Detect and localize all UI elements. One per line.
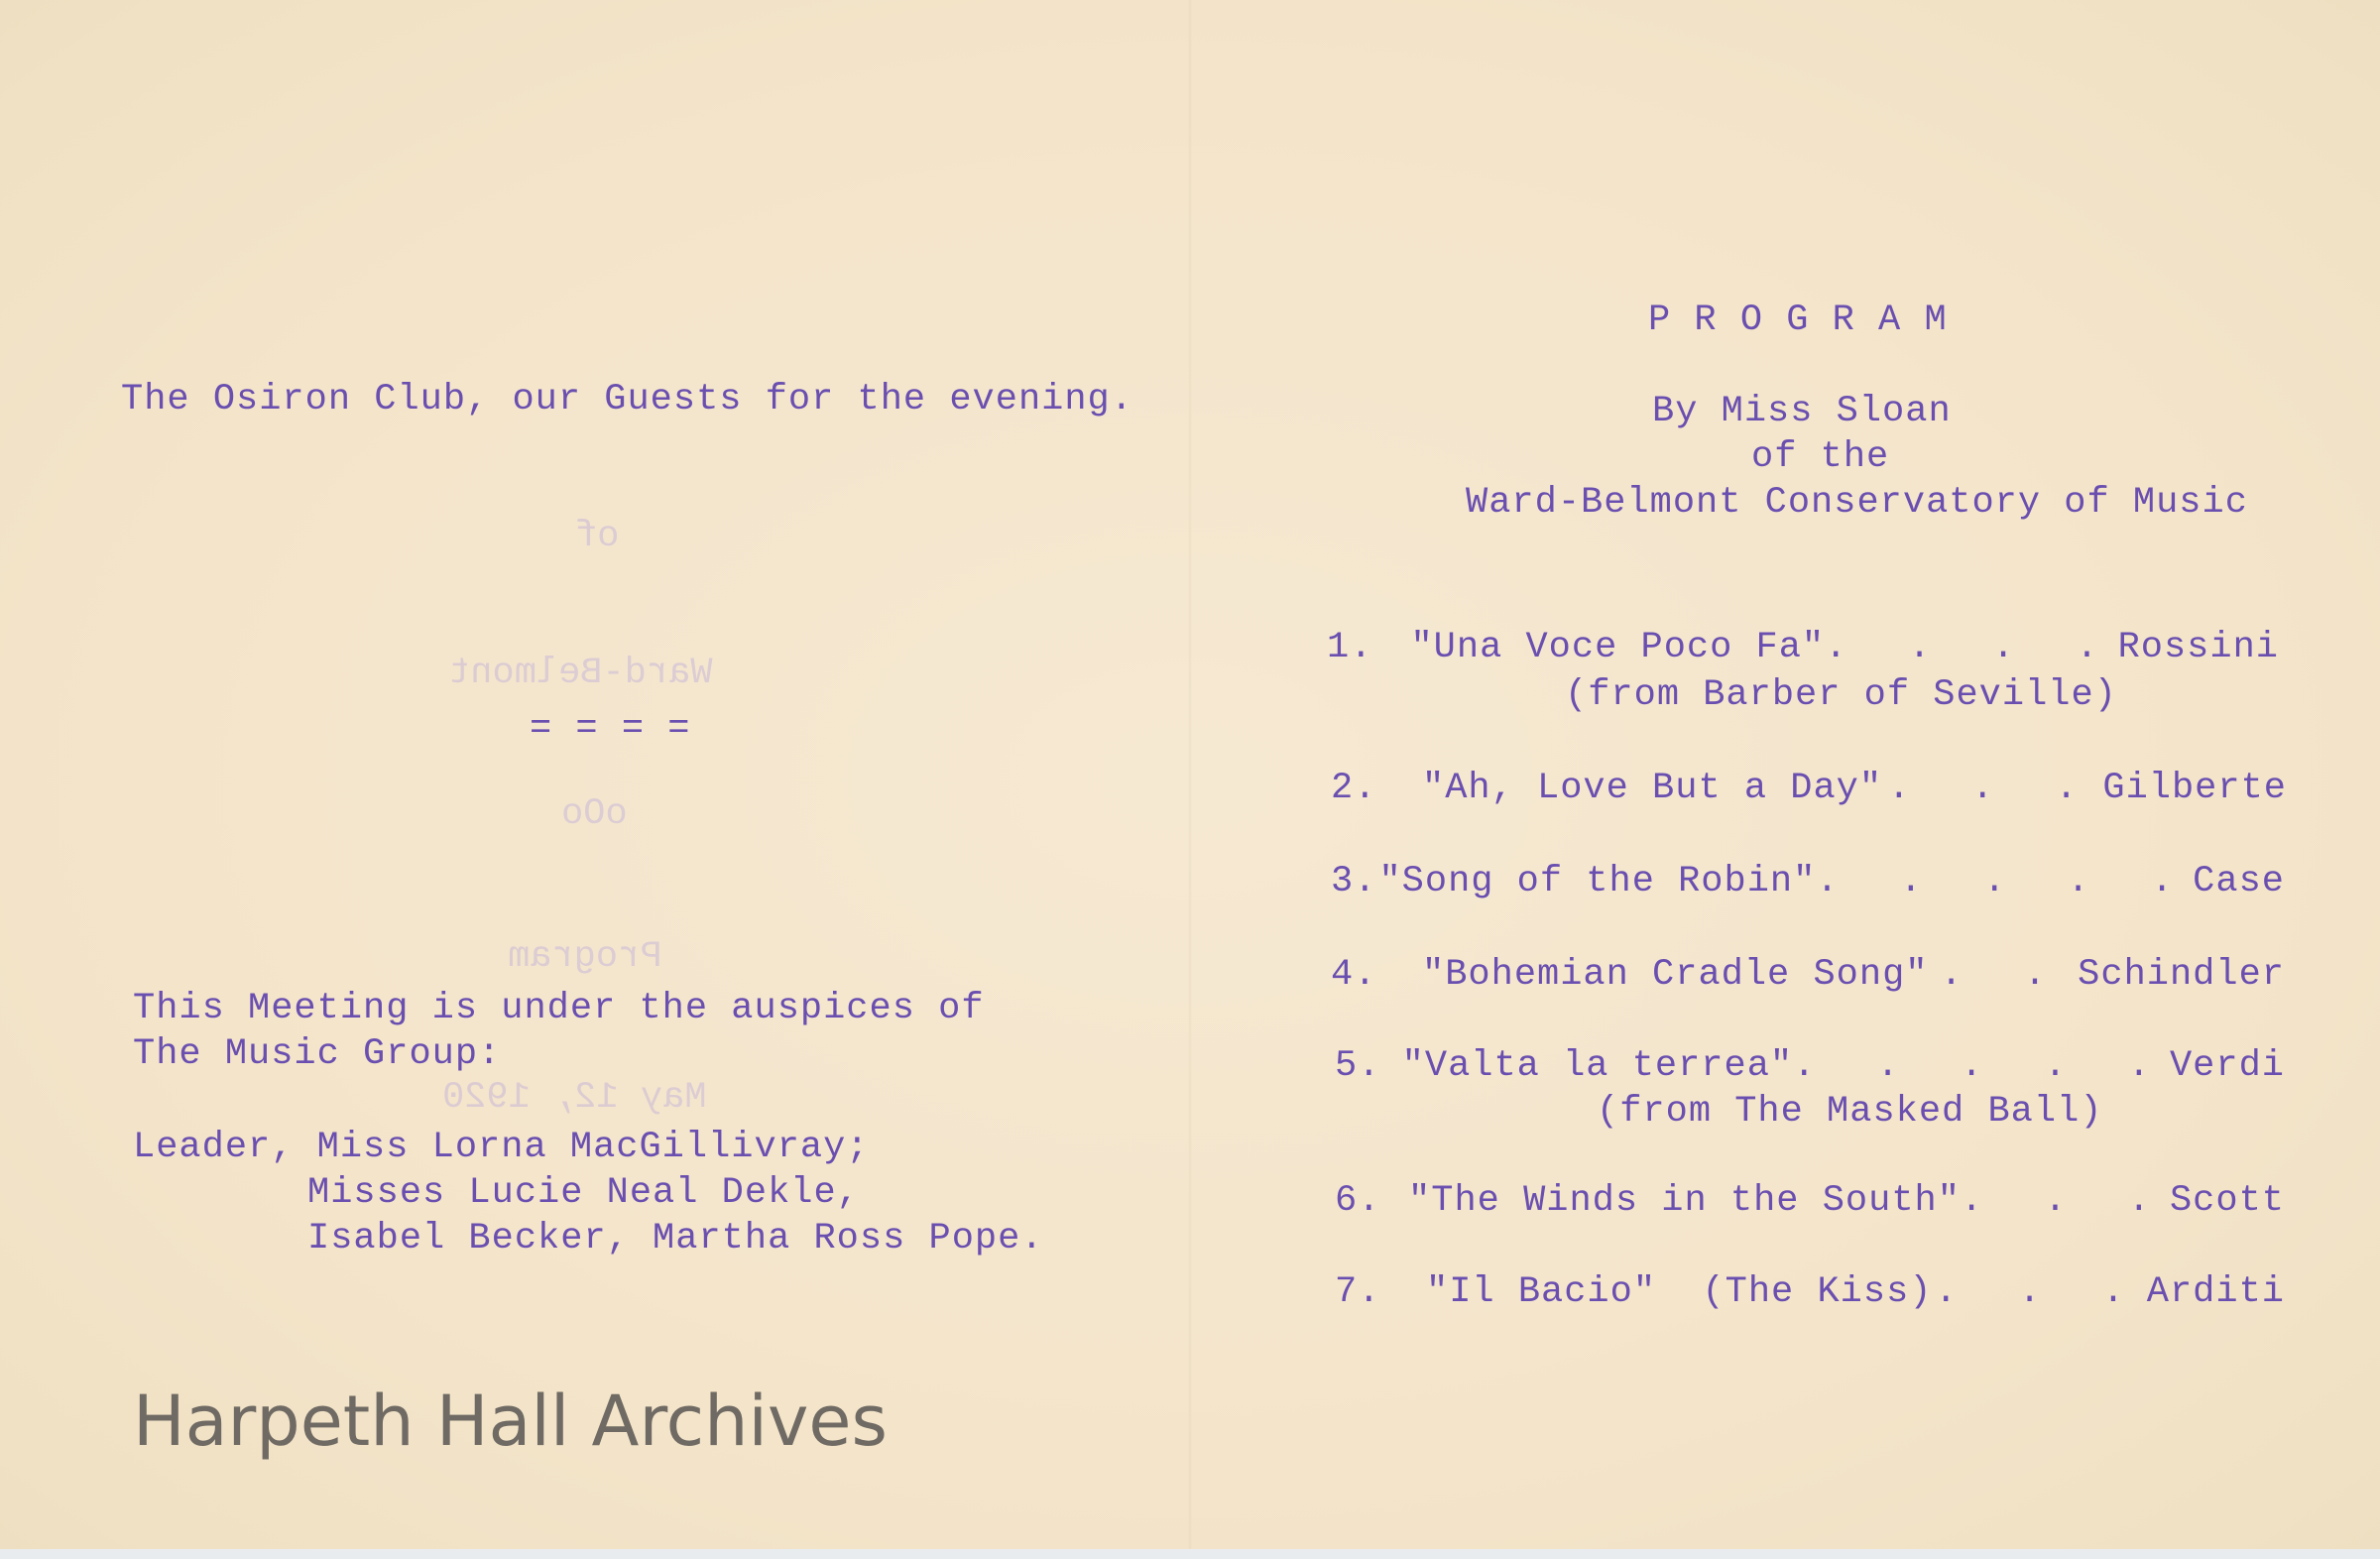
program-item-1 — [1327, 627, 2279, 668]
program-heading: P R O G R A M — [1648, 300, 1948, 341]
item-dots: . . — [1940, 954, 2067, 996]
item-number: 3. — [1331, 861, 1377, 902]
item-title: "Ah, Love But a Day" — [1422, 768, 1883, 809]
auspices-line-1: This Meeting is under the auspices of — [133, 988, 985, 1029]
item-note: (from The Masked Ball) — [1597, 1091, 2103, 1133]
item-dots: . . . — [1935, 1271, 2145, 1313]
guests-line: The Osiron Club, our Guests for the evening. — [121, 379, 1133, 420]
divider: = = = = — [530, 708, 691, 750]
item-dots: . . . . — [1825, 627, 2118, 668]
bleed-through-text: Program — [508, 936, 662, 978]
item-composer: Case — [2193, 861, 2285, 902]
program-item-2 — [1331, 768, 2287, 809]
item-title: "Il Bacio" (The Kiss) — [1426, 1271, 1933, 1313]
item-composer: Scott — [2169, 1180, 2285, 1222]
program-item-7 — [1335, 1271, 2285, 1313]
program-item-6 — [1335, 1180, 2285, 1222]
item-dots: . . . . . — [1816, 861, 2194, 902]
item-number: 1. — [1327, 627, 1373, 668]
item-number: 7. — [1335, 1271, 1381, 1313]
item-composer: Rossini — [2117, 627, 2279, 668]
archive-watermark: Harpeth Hall Archives — [133, 1380, 888, 1462]
program-item-3 — [1331, 861, 2285, 902]
program-item-4 — [1331, 954, 2285, 996]
item-title: "The Winds in the South" — [1408, 1180, 1961, 1222]
item-dots: . . . — [1887, 768, 2097, 809]
item-number: 5. — [1335, 1045, 1381, 1087]
item-composer: Schindler — [2078, 954, 2285, 996]
bleed-through-text: May 12, 1920 — [442, 1077, 707, 1119]
item-dots: . . . . . — [1793, 1045, 2170, 1087]
item-title: "Valta la terrea" — [1401, 1045, 1794, 1087]
bleed-through-text: Ward-Belmont — [448, 653, 713, 694]
byline-2: of the — [1751, 436, 1890, 478]
auspices-line-2: The Music Group: — [133, 1033, 502, 1075]
byline-1: By Miss Sloan — [1652, 391, 1952, 432]
item-composer: Verdi — [2169, 1045, 2285, 1087]
bleed-through-text: oOo — [561, 793, 628, 835]
item-dots: . . . — [1960, 1180, 2170, 1222]
item-number: 4. — [1331, 954, 1377, 996]
members-line-1: Misses Lucie Neal Dekle, — [307, 1172, 860, 1214]
item-title: "Una Voce Poco Fa" — [1410, 627, 1826, 668]
item-number: 2. — [1331, 768, 1377, 809]
item-number: 6. — [1335, 1180, 1381, 1222]
byline-3: Ward-Belmont Conservatory of Music — [1466, 482, 2248, 524]
item-composer: Arditi — [2146, 1271, 2285, 1313]
members-line-2: Isabel Becker, Martha Ross Pope. — [307, 1218, 1044, 1259]
bleed-through-text: of — [575, 516, 620, 557]
scan-edge — [0, 1549, 2380, 1559]
item-composer: Gilberte — [2102, 768, 2287, 809]
item-title: "Song of the Robin" — [1378, 861, 1817, 902]
program-item-5 — [1335, 1045, 2285, 1087]
leader-line: Leader, Miss Lorna MacGillivray; — [133, 1127, 870, 1168]
center-fold — [1188, 0, 1192, 1559]
item-note: (from Barber of Seville) — [1565, 674, 2117, 716]
item-title: "Bohemian Cradle Song" — [1422, 954, 1929, 996]
